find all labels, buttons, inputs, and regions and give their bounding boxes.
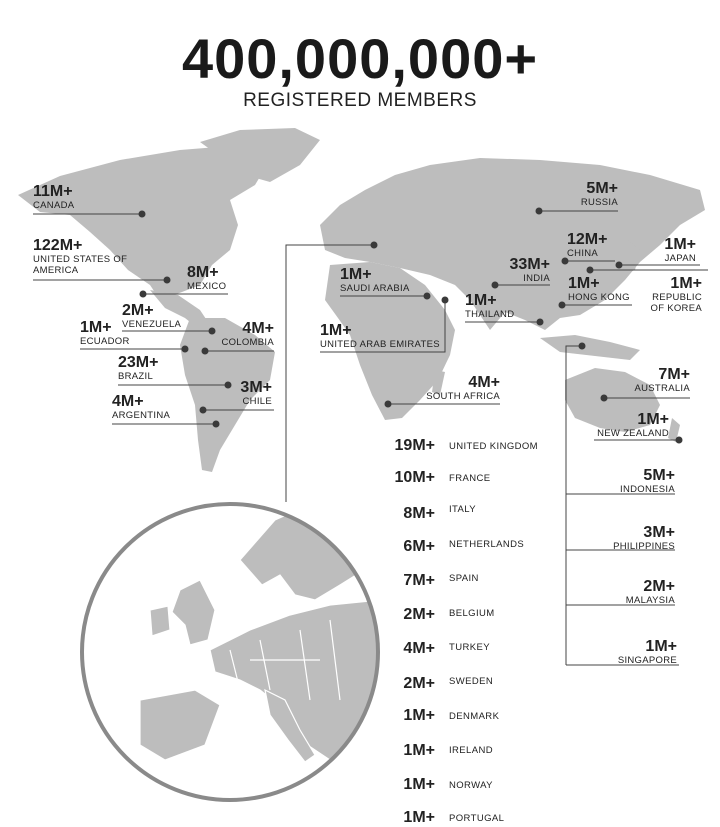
label-singapore [600, 638, 677, 666]
country: INDONESIA [620, 484, 675, 495]
value: 23M+ [118, 354, 159, 371]
country: THAILAND [465, 309, 515, 320]
label-korea [640, 275, 702, 314]
list-country: NETHERLANDS [449, 539, 525, 550]
country: MALAYSIA [625, 595, 675, 606]
value: 1M+ [80, 319, 112, 336]
country: VENEZUELA [122, 319, 182, 330]
country: JAPAN [664, 253, 696, 264]
country: HONG KONG [568, 292, 630, 303]
europe-zoom-circle [82, 500, 380, 800]
total-members: 400,000,000+ [181, 27, 539, 90]
list-country: PORTUGAL [449, 813, 505, 824]
value: 7M+ [658, 366, 690, 383]
country: UNITED ARAB EMIRATES [320, 339, 440, 350]
label-indonesia [600, 467, 675, 495]
label-ecuador [80, 319, 130, 347]
value: 4M+ [242, 320, 274, 337]
label-usa [33, 237, 127, 276]
value: 12M+ [567, 231, 608, 248]
list-value: 1M+ [403, 707, 435, 724]
subtitle: REGISTERED MEMBERS [243, 90, 477, 111]
value: 1M+ [637, 411, 669, 428]
country: ECUADOR [80, 336, 130, 347]
list-value: 8M+ [403, 505, 435, 522]
country: BRAZIL [118, 371, 154, 382]
value: 4M+ [112, 393, 144, 410]
value: 4M+ [468, 374, 500, 391]
country: CHILE [242, 396, 272, 407]
label-china [567, 231, 607, 259]
country: COLOMBIA [221, 337, 274, 348]
list-value: 1M+ [403, 742, 435, 759]
country-line2: AMERICA [33, 265, 79, 276]
value: 1M+ [645, 638, 677, 655]
value: 122M+ [33, 237, 83, 254]
list-country: TURKEY [449, 642, 490, 653]
label-south-africa [420, 374, 500, 402]
value: 1M+ [670, 275, 702, 292]
list-country: SPAIN [449, 573, 479, 584]
north-america-shape [18, 146, 270, 300]
label-colombia [205, 320, 274, 348]
value: 5M+ [586, 180, 618, 197]
country: SINGAPORE [617, 655, 677, 666]
label-hong-kong [568, 275, 630, 303]
value: 1M+ [465, 292, 497, 309]
country: CANADA [33, 200, 75, 211]
value: 1M+ [320, 322, 352, 339]
country: AUSTRALIA [634, 383, 690, 394]
list-value: 6M+ [403, 538, 435, 555]
value: 3M+ [643, 524, 675, 541]
ireland-shape [150, 606, 170, 636]
list-value: 7M+ [403, 572, 435, 589]
list-value: 10M+ [394, 469, 435, 486]
label-saudi-arabia [340, 266, 410, 294]
country-line1: UNITED STATES OF [33, 254, 128, 265]
label-venezuela [122, 302, 181, 330]
value: 2M+ [122, 302, 154, 319]
label-philippines [600, 524, 675, 552]
label-india [495, 256, 550, 284]
indonesia-shape [540, 335, 640, 360]
country: MEXICO [187, 281, 227, 292]
value: 5M+ [643, 467, 675, 484]
list-country: FRANCE [449, 473, 491, 484]
value: 1M+ [664, 236, 696, 253]
country-line1: REPUBLIC [652, 292, 702, 303]
value: 3M+ [240, 379, 272, 396]
list-value: 4M+ [403, 640, 435, 657]
country: CHINA [567, 248, 599, 259]
value: 11M+ [33, 183, 73, 200]
country: SAUDI ARABIA [340, 283, 410, 294]
list-country: IRELAND [449, 745, 493, 756]
value: 2M+ [643, 578, 675, 595]
list-country: ITALY [449, 504, 476, 515]
list-value: 1M+ [403, 776, 435, 793]
list-country: DENMARK [449, 711, 500, 722]
list-value: 2M+ [403, 606, 435, 623]
country-line2: OF KOREA [650, 303, 702, 314]
list-country: NORWAY [449, 780, 493, 791]
label-chile [203, 379, 272, 407]
list-value: 19M+ [394, 437, 435, 454]
label-thailand [465, 292, 514, 320]
country: INDIA [523, 273, 550, 284]
country: SOUTH AFRICA [426, 391, 500, 402]
label-malaysia [600, 578, 675, 606]
list-value: 2M+ [403, 675, 435, 692]
country: ARGENTINA [112, 410, 171, 421]
value: 1M+ [340, 266, 372, 283]
list-country: BELGIUM [449, 608, 495, 619]
value: 33M+ [509, 256, 550, 273]
value: 1M+ [568, 275, 600, 292]
list-value: 1M+ [403, 809, 435, 826]
label-russia [560, 180, 618, 208]
country: RUSSIA [580, 197, 618, 208]
label-australia [620, 366, 690, 394]
label-japan [640, 236, 696, 264]
label-canada [33, 183, 74, 211]
label-uae [320, 322, 440, 350]
list-country: SWEDEN [449, 676, 494, 687]
label-new-zealand [590, 411, 669, 439]
country: NEW ZEALAND [597, 428, 669, 439]
label-mexico [187, 264, 226, 292]
label-argentina [112, 393, 170, 421]
country: PHILIPPINES [613, 541, 675, 552]
list-country: UNITED KINGDOM [449, 441, 538, 452]
label-brazil [118, 354, 158, 382]
value: 8M+ [187, 264, 219, 281]
